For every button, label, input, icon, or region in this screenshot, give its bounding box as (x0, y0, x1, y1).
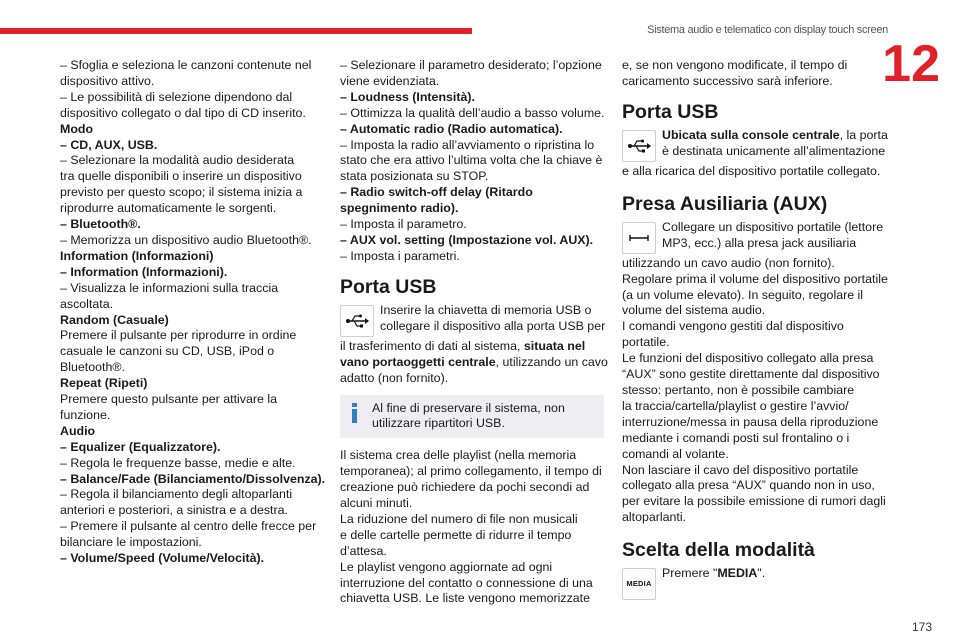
text-line: – Regola il bilanciamento degli altoparlanti (60, 487, 293, 502)
text-line: Modo (60, 121, 94, 136)
text-line: – Imposta il parametro. (340, 217, 467, 232)
aux-text-line: collegato alla presa “AUX” quando non in uso, (622, 478, 875, 493)
running-title: Sistema audio e telematico con display touch screen (647, 24, 888, 36)
text-line: – AUX vol. setting (Impostazione vol. AUX). (340, 232, 594, 247)
text-line: – Loudness (Intensità). (340, 89, 475, 104)
text-line: riprodurre automaticamente le sorgenti. (60, 201, 277, 216)
text-line: alcuni minuti. (340, 496, 413, 511)
text-line: bilanciare le impostazioni. (60, 535, 202, 550)
section-heading-aux: Presa Ausiliaria (AUX) (622, 192, 828, 215)
aux-text-line: mediante i comandi posti sul frontalino o i (622, 430, 850, 445)
text-line: creazione può richiedere da pochi secondi ad (340, 480, 590, 495)
text-line: Bluetooth®. (60, 360, 125, 375)
header-accent-bar (0, 28, 472, 34)
aux-text-line: Regolare prima il volume del dispositivo portatile (622, 271, 888, 286)
text-line: dispositivo attivo. (60, 73, 155, 88)
text-line: Audio (60, 423, 96, 438)
section-heading-mode: Scelta della modalità (622, 539, 815, 562)
text-line: ascoltata. (60, 296, 114, 311)
aux-jack-icon (622, 222, 656, 254)
aux-text-line: volume del sistema audio. (622, 303, 766, 318)
column-1 (60, 58, 326, 567)
aux-text-line: comandi al volante. (622, 446, 729, 461)
aux-text-line: Le funzioni del dispositivo collegato alla presa (622, 351, 874, 366)
text-line: e delle cartelle permette di ridurre il tempo (340, 527, 572, 542)
text-line: spegnimento radio). (340, 201, 459, 216)
section-heading-usb: Porta USB (340, 275, 437, 298)
text-line: d’attesa. (340, 543, 387, 558)
mode-text: Premere "MEDIA". (662, 566, 766, 581)
settings-list (340, 58, 604, 265)
text-line: dispositivo collegato o dal tipo di CD inserito. (60, 105, 306, 120)
text-line: – Selezionare il parametro desiderato; l’opzione (340, 58, 602, 72)
text-line: – Le possibilità di selezione dipendono dal (60, 89, 293, 104)
text-line: – Selezionare la modalità audio desiderata (60, 153, 295, 168)
usb-text-line: collegare il dispositivo alla porta USB per (380, 318, 606, 333)
intro-line: caricamento successivo sarà inferiore. (622, 73, 833, 88)
text-line: – Visualizza le informazioni sulla traccia (60, 280, 279, 295)
text-line: – Bluetooth®. (60, 217, 141, 232)
text-line: – Memorizza un dispositivo audio Bluetooth®. (60, 232, 312, 247)
usb-text-line: vano portaoggetti centrale, utilizzando un cavo (340, 354, 608, 369)
text-line: – Radio switch-off delay (Ritardo (340, 185, 533, 200)
usb-console-line: è destinata unicamente all’alimentazione (662, 143, 886, 158)
column-3 (622, 58, 886, 602)
text-line: previsto per questo scopo; il sistema inizia a (60, 185, 303, 200)
aux-text-line: interruzione/messa in pausa della riproduzione (622, 414, 879, 429)
text-line: Il sistema crea delle playlist (nella memoria (340, 448, 577, 463)
usb-console-line: Ubicata sulla console centrale, la porta (662, 127, 888, 142)
info-note (340, 395, 604, 439)
aux-text-line: utilizzando un cavo audio (non fornito). (622, 255, 835, 270)
text-line: – Imposta i parametri. (340, 248, 460, 263)
text-line: Repeat (Ripeti) (60, 376, 148, 391)
text-line: La riduzione del numero di file non musicali (340, 511, 578, 526)
text-line: tra quelle disponibili o inserire un dispositivo (60, 169, 302, 184)
text-line: – Regola le frequenze basse, medie e alte. (60, 455, 296, 470)
aux-text-line: per evitare la possibile emissione di rumori dagli (622, 494, 886, 509)
text-line: – Imposta la radio all’avviamento o ripristina lo (340, 137, 595, 152)
text-line: – Premere il pulsante al centro delle frecce per (60, 519, 317, 534)
intro-line: e, se non vengono modificate, il tempo di (622, 58, 848, 72)
aux-paragraph (622, 220, 886, 526)
aux-text-line: Collegare un dispositivo portatile (lettore (662, 219, 884, 234)
text-line: interruzione del contatto o connessione di una (340, 575, 593, 590)
aux-text-line: “AUX” sono gestite direttamente dal dispositivo (622, 367, 880, 382)
aux-text-line: Non lasciare il cavo del dispositivo portatile (622, 462, 859, 477)
text-line: funzione. (60, 407, 111, 422)
aux-text-line: (a un volume elevato). In seguito, regolare il (622, 287, 864, 302)
aux-text-line: altoparlanti. (622, 510, 687, 525)
usb-text-line: Inserire la chiavetta di memoria USB o (380, 302, 592, 317)
text-line: viene evidenziata. (340, 73, 440, 88)
text-line: stata posizionata su STOP. (340, 169, 489, 184)
chapter-number: 12 (882, 35, 940, 93)
aux-text-line: portatile. (622, 335, 670, 350)
text-line: Premere questo pulsante per attivare la (60, 392, 277, 407)
usb-console-line: e alla ricarica del dispositivo portatile collegato. (622, 163, 881, 178)
text-line: chiavetta USB. Le liste vengono memorizzate (340, 591, 591, 606)
text-line: – Automatic radio (Radio automatica). (340, 121, 563, 136)
text-line: Information (Informazioni) (60, 248, 214, 263)
column-2 (340, 58, 608, 607)
text-line: – Balance/Fade (Bilanciamento/Dissolvenza). (60, 471, 326, 486)
playlist-paragraph (340, 448, 604, 607)
text-line: temporanea); al primo collegamento, il tempo di (340, 464, 602, 479)
text-line: – Volume/Speed (Volume/Velocità). (60, 551, 265, 566)
usb-icon (622, 130, 656, 162)
text-line: – Sfoglia e seleziona le canzoni contenute nel (60, 58, 312, 72)
aux-text-line: stesso: pertanto, non è possibile cambiare (622, 382, 855, 397)
text-line: – CD, AUX, USB. (60, 137, 158, 152)
usb-text-line: adatto (non fornito). (340, 370, 449, 385)
text-line: casuale le canzoni su CD, USB, iPod o (60, 344, 275, 359)
aux-text-line: MP3, ecc.) alla presa jack ausiliaria (662, 235, 857, 250)
aux-text-line: la traccia/cartella/playlist o gestire l’avvio/ (622, 398, 849, 413)
aux-text-line: I comandi vengono gestiti dal dispositivo (622, 319, 844, 334)
text-line: Random (Casuale) (60, 312, 169, 327)
section-heading-usb-console: Porta USB (622, 100, 719, 123)
text-line: Le playlist vengono aggiornate ad ogni (340, 559, 553, 574)
text-line: – Ottimizza la qualità dell’audio a basso volume. (340, 105, 605, 120)
info-icon (352, 403, 357, 423)
text-line: anteriori e posteriori, a sinistra e a destra. (60, 503, 288, 518)
info-text-line: utilizzare ripartitori USB. (372, 416, 505, 431)
info-text-line: Al fine di preservare il sistema, non (372, 400, 565, 415)
usb-icon (340, 305, 374, 337)
media-button-icon: MEDIA (622, 568, 656, 600)
text-line: Premere il pulsante per riprodurre in ordine (60, 328, 297, 343)
text-line: – Equalizer (Equalizzatore). (60, 439, 221, 454)
usb-text-line: il trasferimento di dati al sistema, situata nel (340, 338, 586, 353)
text-line: – Information (Informazioni). (60, 264, 228, 279)
text-line: stato che era attivo l’ultima volta che la chiave è (340, 153, 603, 168)
page-number: 173 (911, 620, 932, 634)
